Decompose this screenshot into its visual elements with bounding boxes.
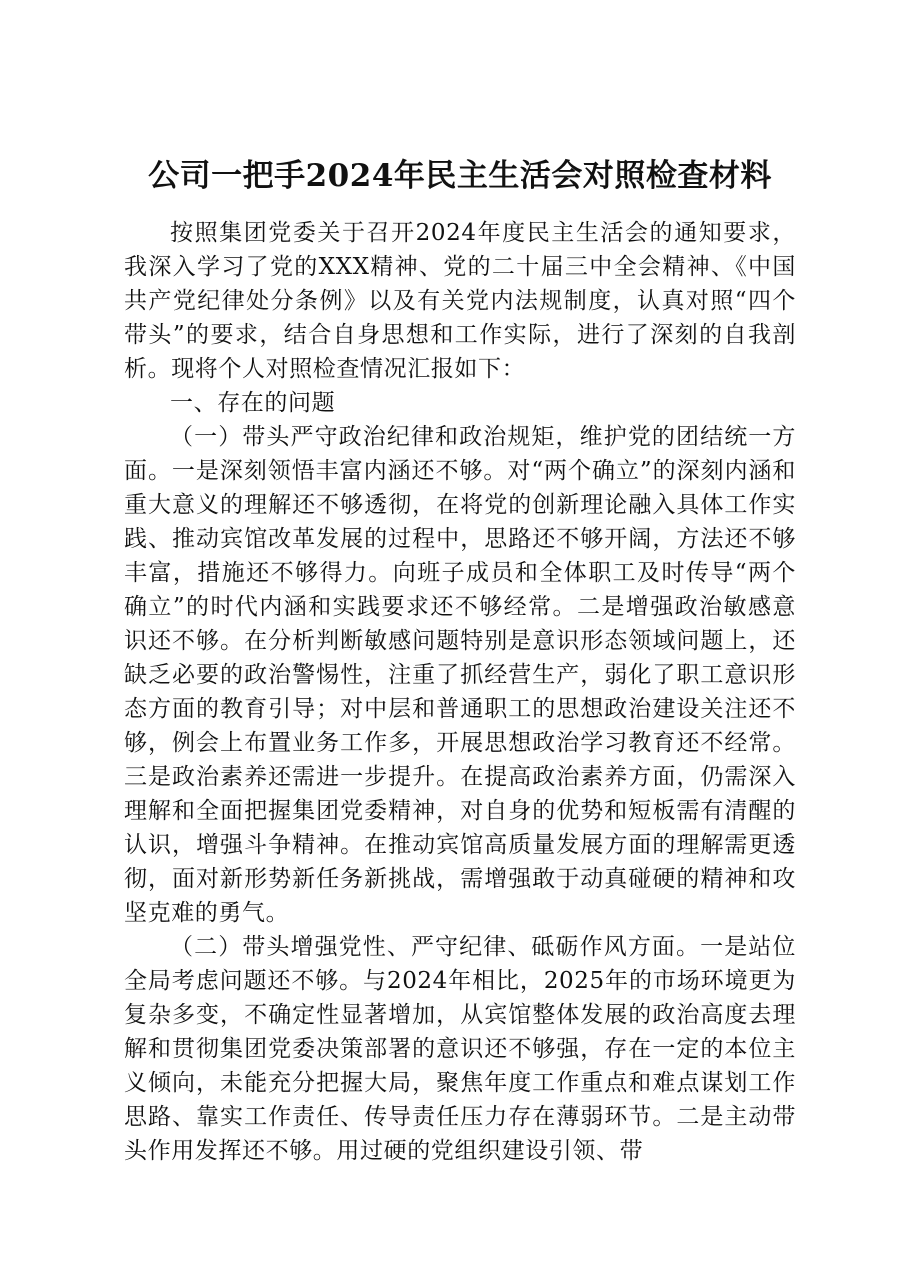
- problem-2-lead: （二）带头增强党性、严守纪律、砥砺作风方面。: [170, 934, 701, 960]
- problem-paragraph-1: [124, 420, 796, 930]
- document-page: [124, 154, 796, 1168]
- problem-1-body: 一是深刻领悟丰富内涵还不够。对“两个确立”的深刻内涵和重大意义的理解还不够透彻，在将党的创新理论融入具体工作实践、推动宾馆改革发展的过程中，思路还不够开阔，方法还不够丰富，措施还不够得力。向班子成员和全体职工及时传导“两个确立”的时代内涵和实践要求还不够经常。二是增强政治敏感意识还不够。在分析判断敏感问题特别是意识形态领域问题上，还缺乏必要的政治警惕性，注重了抓经营生产，弱化了职工意识形态方面的教育引导；对中层和普通职工的思想政治建设关注还不够，例会上布置业务工作多，开展思想政治学习教育还不经常。三是政治素养还需进一步提升。在提高政治素养方面，仍需深入理解和全面把握集团党委精神，对自身的优势和短板需有清醒的认识，增强斗争精神。在推动宾馆高质量发展方面的理解需更透彻，面对新形势新任务新挑战，需增强敢于动真碰硬的精神和攻坚克难的勇气。: [124, 458, 796, 926]
- intro-paragraph: 按照集团党委关于召开2024年度民主生活会的通知要求，我深入学习了党的XXX精神、党的二十届三中全会精神、《中国共产党纪律处分条例》以及有关党内法规制度，认真对照“四个带头”的要求，结合自身思想和工作实际，进行了深刻的自我剖析。现将个人对照检查情况汇报如下：: [124, 220, 796, 382]
- problem-paragraph-2: [124, 930, 796, 1168]
- section-heading-problems: 一、存在的问题: [170, 390, 336, 416]
- problem-1-lead: （一）带头严守政治纪律和政治规矩，维护党的团结统一方面。: [124, 424, 796, 484]
- document-title: 公司一把手2024年民主生活会对照检查材料: [148, 158, 772, 194]
- problem-2-body: 一是站位全局考虑问题还不够。与2024年相比，2025年的市场环境更为复杂多变，不确定性显著增加，从宾馆整体发展的政治高度去理解和贯彻集团党委决策部署的意识还不够强，存在一定的本位主义倾向，未能充分把握大局，聚焦年度工作重点和难点谋划工作思路、靠实工作责任、传导责任压力存在薄弱环节。二是主动带头作用发挥还不够。用过硬的党组织建设引领、带: [124, 934, 796, 1164]
